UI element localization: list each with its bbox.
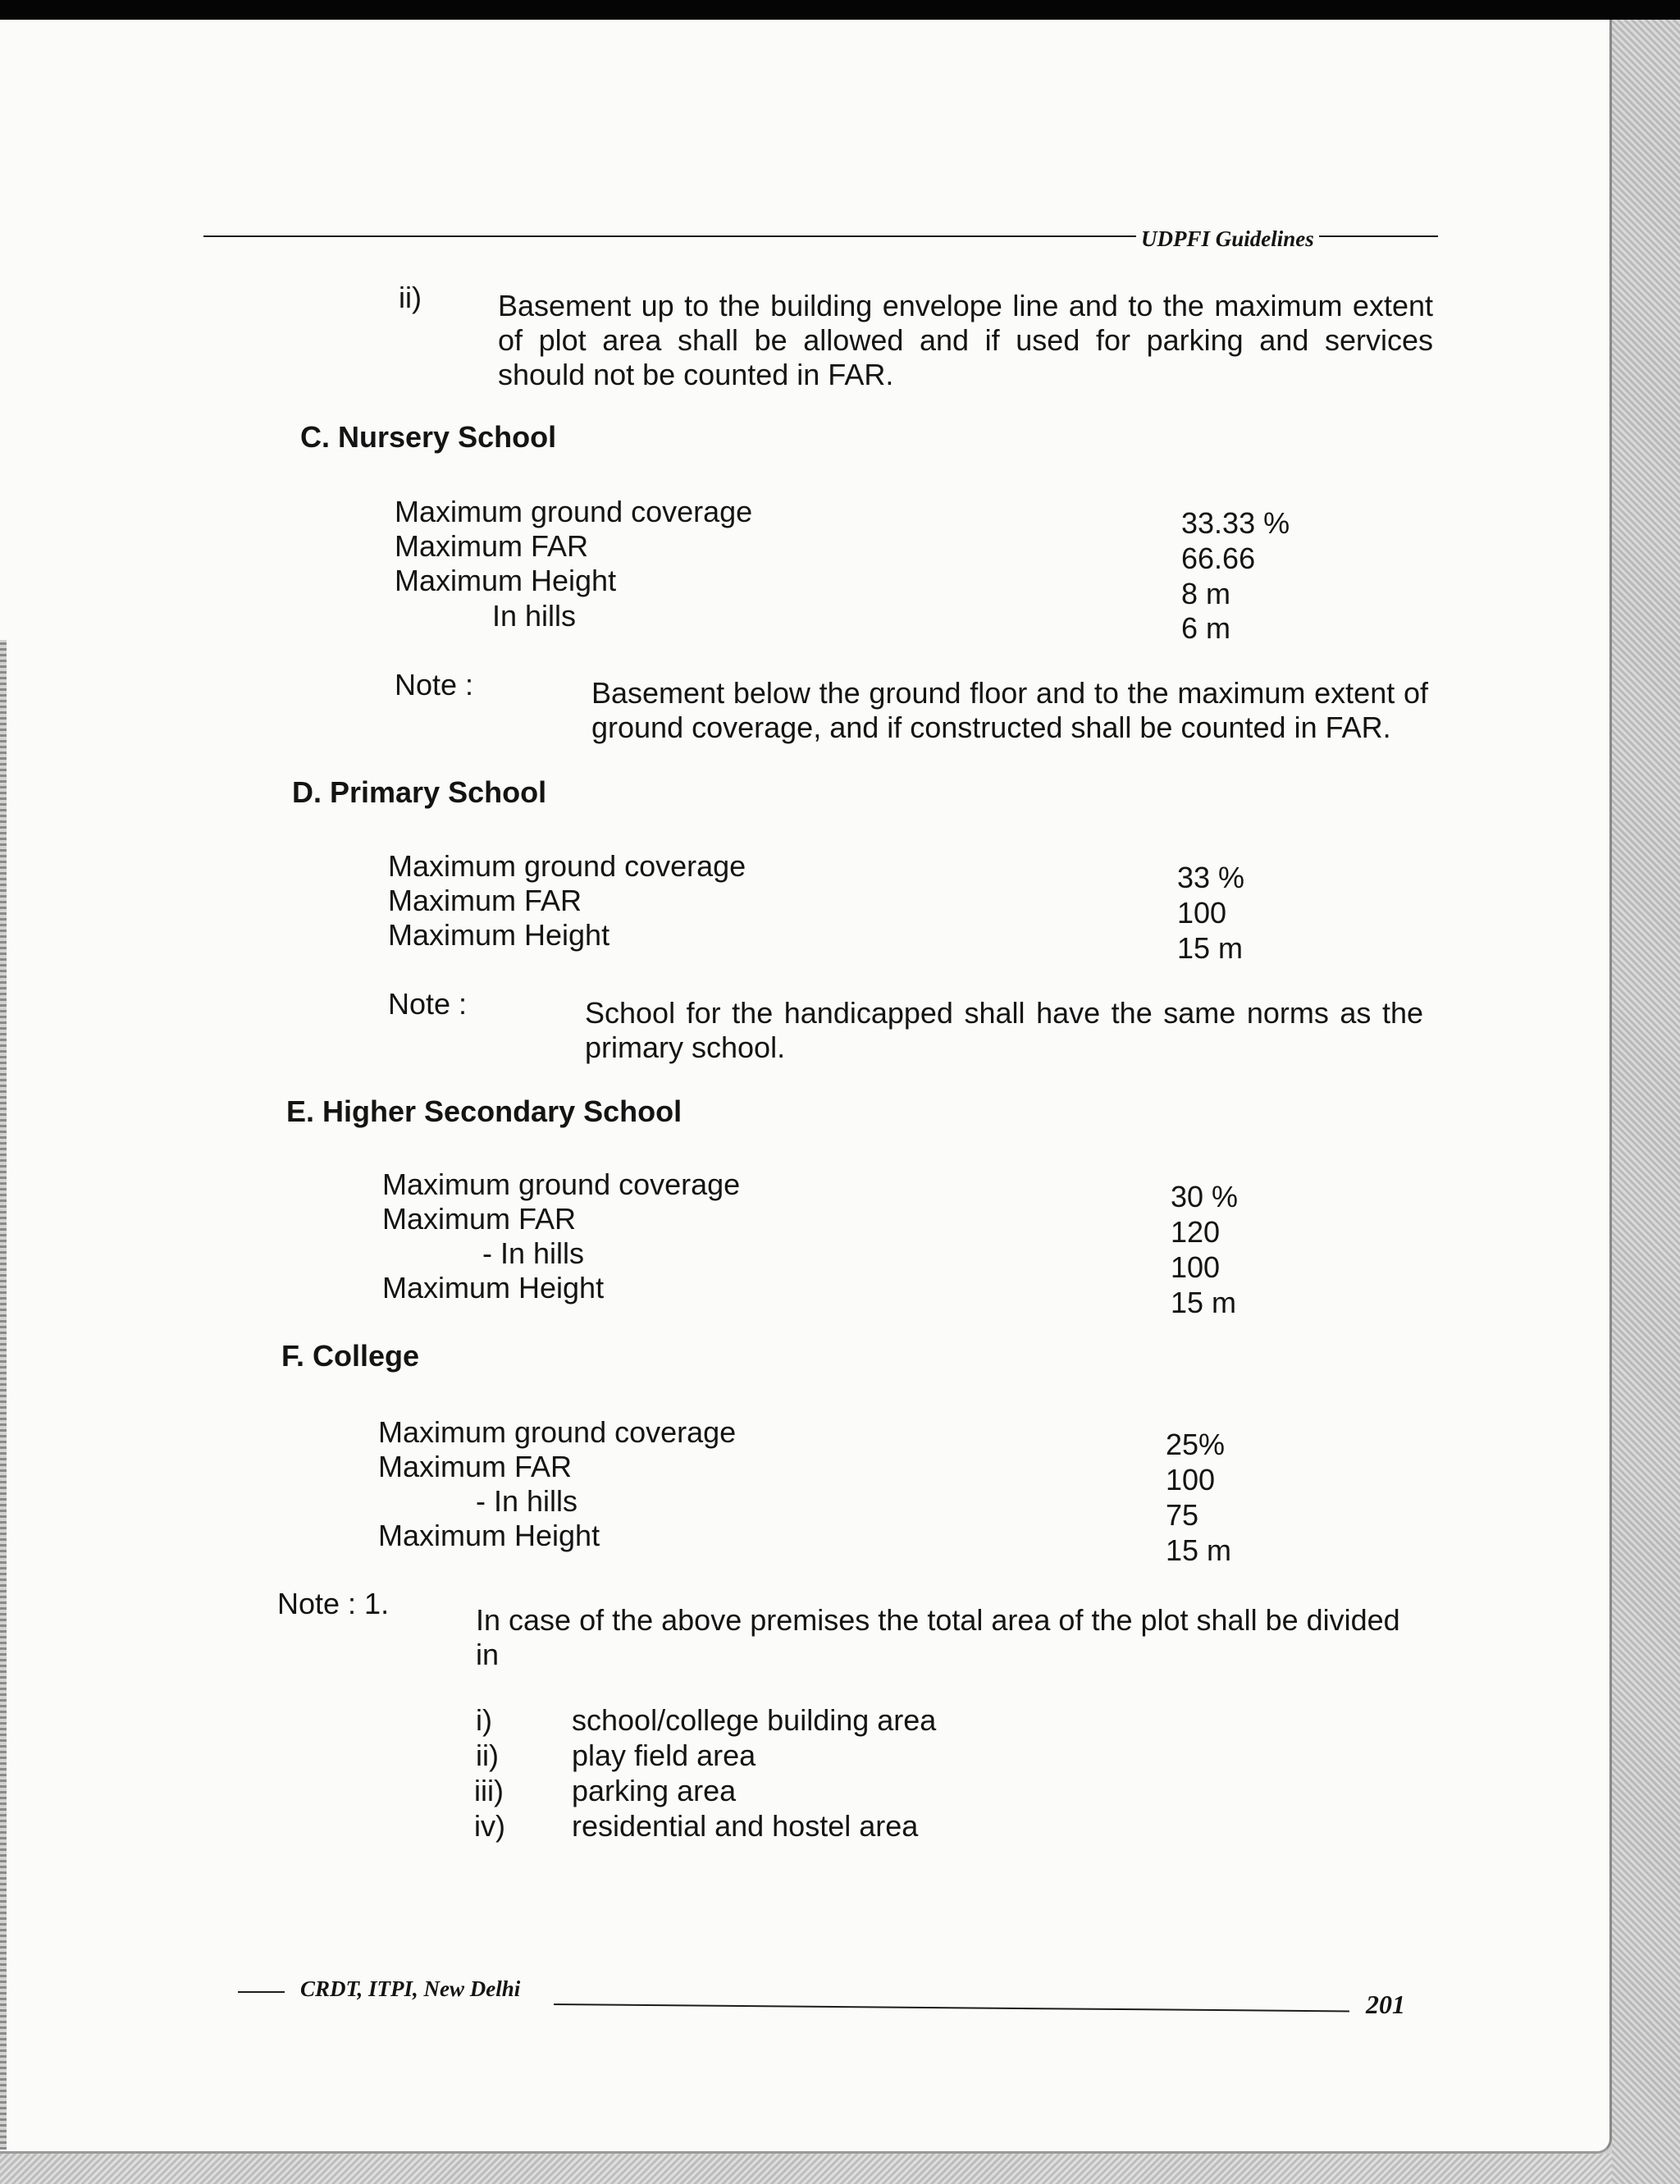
intro-paragraph: Basement up to the building envelope line and to the maximum extent of plot area shall be allowed and if used for parking and services should not be counted in FAR.: [498, 289, 1433, 391]
page-number: 201: [1366, 1990, 1405, 2019]
nursery-value-hills: 6 m: [1181, 611, 1231, 645]
plot-division-marker-3: iii): [474, 1774, 504, 1807]
plot-division-item-3: parking area: [572, 1774, 737, 1807]
hs-label-far: Maximum FAR: [382, 1202, 577, 1236]
college-label-height: Maximum Height: [378, 1519, 600, 1552]
hs-label-height: Maximum Height: [382, 1271, 605, 1304]
plot-division-marker-2: ii): [476, 1739, 499, 1772]
college-value-hills: 75: [1166, 1498, 1199, 1532]
nursery-value-height: 8 m: [1181, 577, 1231, 610]
primary-label-height: Maximum Height: [388, 918, 610, 952]
primary-label-far: Maximum FAR: [388, 884, 582, 917]
hs-value-ground-coverage: 30 %: [1171, 1180, 1239, 1213]
plot-division-item-1: school/college building area: [572, 1703, 937, 1737]
college-value-far: 100: [1166, 1463, 1216, 1496]
nursery-note-label: Note :: [395, 668, 474, 701]
college-label-hills: - In hills: [476, 1484, 578, 1518]
binding-edge: [0, 640, 7, 2150]
nursery-label-hills: In hills: [492, 599, 577, 633]
heading-higher-secondary-school: E. Higher Secondary School: [286, 1094, 682, 1128]
hs-value-far: 120: [1171, 1215, 1221, 1249]
heading-college: F. College: [281, 1339, 420, 1373]
final-note-label: Note : 1.: [277, 1587, 390, 1620]
hs-label-hills: - In hills: [482, 1236, 585, 1270]
primary-label-ground-coverage: Maximum ground coverage: [388, 849, 746, 883]
primary-value-far: 100: [1177, 896, 1227, 930]
college-value-ground-coverage: 25%: [1166, 1428, 1226, 1461]
hs-value-hills: 100: [1171, 1250, 1221, 1284]
college-label-far: Maximum FAR: [378, 1450, 573, 1483]
nursery-label-ground-coverage: Maximum ground coverage: [395, 495, 753, 528]
hs-value-height: 15 m: [1171, 1286, 1237, 1319]
intro-marker: ii): [399, 281, 422, 314]
nursery-value-ground-coverage: 33.33 %: [1181, 506, 1290, 540]
hs-label-ground-coverage: Maximum ground coverage: [382, 1167, 741, 1201]
plot-division-marker-4: iv): [474, 1809, 505, 1843]
running-header: UDPFI Guidelines: [1136, 226, 1319, 252]
scan-right-margin: [1612, 20, 1680, 2184]
primary-value-height: 15 m: [1177, 931, 1244, 965]
final-note-text: In case of the above premises the total area of the plot shall be divided in: [476, 1603, 1400, 1671]
college-label-ground-coverage: Maximum ground coverage: [378, 1415, 737, 1449]
scan-top-border: [0, 0, 1680, 20]
primary-value-ground-coverage: 33 %: [1177, 861, 1245, 894]
primary-note-label: Note :: [388, 987, 468, 1021]
nursery-label-height: Maximum Height: [395, 564, 617, 597]
primary-note-text: School for the handicapped shall have the same norms as the primary school.: [585, 996, 1423, 1064]
college-value-height: 15 m: [1166, 1533, 1232, 1567]
footer-source: CRDT, ITPI, New Delhi: [295, 1976, 525, 2002]
nursery-note-text: Basement below the ground floor and to the maximum extent of ground coverage, and if constructed shall be counted in FAR.: [591, 676, 1428, 744]
scan-bottom-margin: [0, 2154, 1612, 2184]
plot-division-marker-1: i): [476, 1703, 492, 1737]
nursery-label-far: Maximum FAR: [395, 529, 589, 563]
nursery-value-far: 66.66: [1181, 541, 1256, 575]
footer-rule-left: [238, 1991, 285, 1993]
plot-division-item-2: play field area: [572, 1739, 756, 1772]
heading-primary-school: D. Primary School: [292, 775, 547, 809]
plot-division-item-4: residential and hostel area: [572, 1809, 919, 1843]
heading-nursery-school: C. Nursery School: [300, 420, 557, 454]
